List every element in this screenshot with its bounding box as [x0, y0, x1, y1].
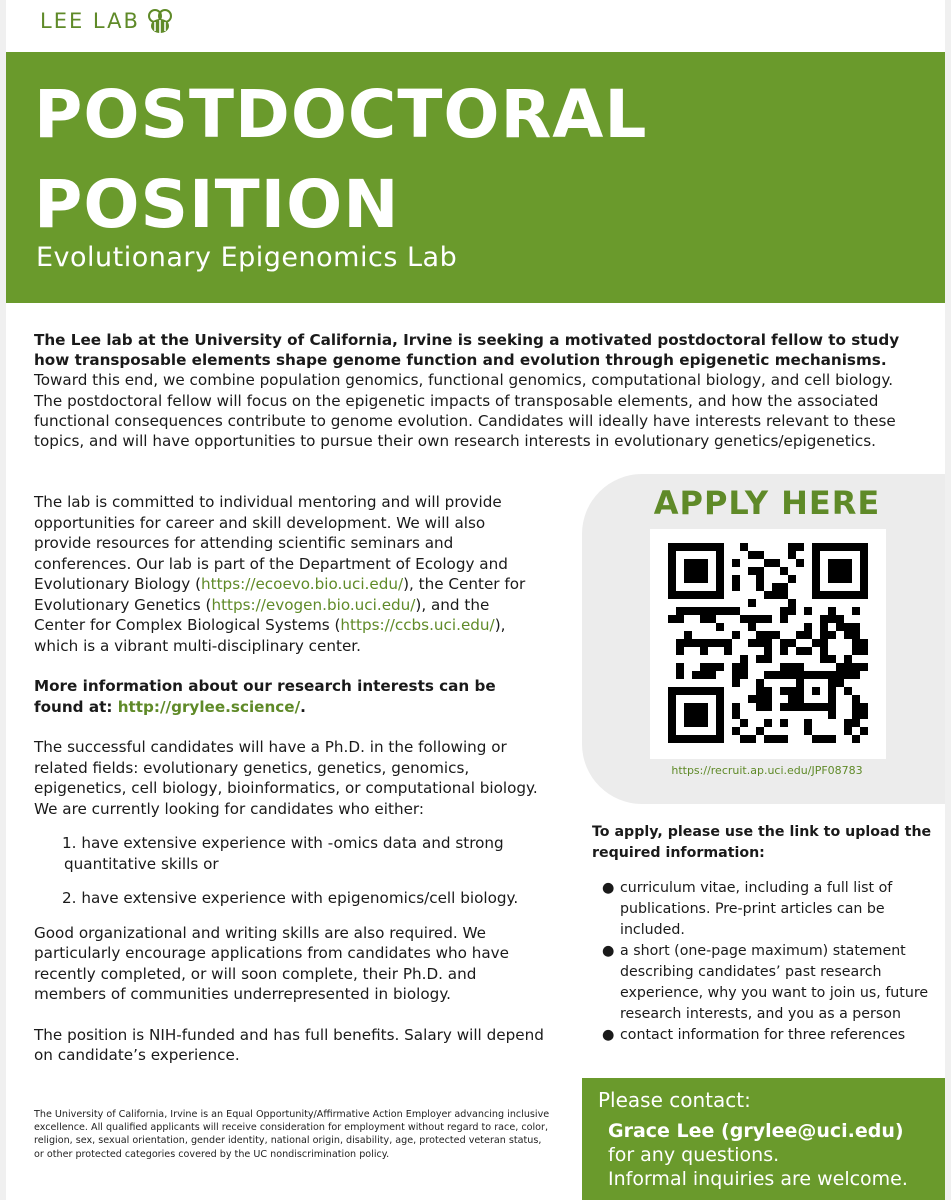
eeo-statement: The University of California, Irvine is an Equal Opportunity/Affirmative Action Employer advancing inclusive excellence. All qualified applicants will receive consideration for employment without regard to race, color, religion, sex, sexual orientation, gender identity, national origin, disability, age, protected veteran status, or other protected categories covered by the UC nondiscrimination policy. [34, 1109, 550, 1160]
apply-title: APPLY HERE [653, 484, 881, 522]
title-line-2: POSITION [34, 166, 400, 243]
qr-code[interactable] [650, 529, 886, 759]
evogen-link[interactable]: https://evogen.bio.uci.edu/ [211, 595, 416, 614]
mentoring-text-3: ), and the Center for Complex Biological Systems ( [34, 595, 490, 634]
contact-label: Please contact: [598, 1088, 751, 1112]
list-item [600, 941, 937, 1025]
apply-url[interactable]: https://recruit.ap.uci.edu/JPF08783 [671, 764, 863, 777]
page-title [34, 70, 647, 250]
criteria-item-1: 1. have extensive experience with -omics data and strong quantitative skills or [62, 834, 504, 873]
contact-line-2: for any questions. [608, 1144, 780, 1166]
title-banner [6, 52, 945, 303]
list-item [600, 878, 937, 941]
more-info-text: More information about our research interests can be found at: [34, 677, 496, 716]
bullet-icon: ● [602, 943, 615, 959]
intro-bold: The Lee lab at the University of California, Irvine is seeking a motivated postdoctoral fellow to study how transposable elements shape genome function and evolution through epigenetic mechanisms. [34, 331, 900, 370]
bullet-icon: ● [602, 880, 615, 896]
contact-name-email[interactable]: Grace Lee (grylee@uci.edu) [608, 1120, 904, 1142]
flyer-page [6, 0, 945, 1200]
mentoring-paragraph [34, 492, 544, 656]
instructions-column [592, 822, 937, 1046]
mentoring-text-4: ), which is a vibrant multi-disciplinary center. [34, 616, 506, 655]
requirements-paragraph: Good organizational and writing skills are also required. We particularly encourage applications from candidates who have recently completed, or will soon complete, their Ph.D. and members of communities underrepresented in biology. [34, 923, 509, 1003]
intro-rest: Toward this end, we combine population genomics, functional genomics, computational biology, and cell biology. The postdoctoral fellow will focus on the epigenetic impacts of transposable elements, and how the associated functional consequences contribute to genome evolution. Candidates will ideally have interests relevant to these topics, and will have opportunities to pursue their own research interests in evolutionary genetics/epigenetics. [34, 371, 896, 451]
qr-code-icon [668, 543, 868, 743]
apply-panel [582, 474, 945, 804]
candidate-criteria-list [64, 833, 544, 909]
more-info-end: . [300, 697, 306, 716]
grylee-link[interactable]: http://grylee.science/ [117, 697, 301, 716]
instruction-text: contact information for three references [620, 1027, 906, 1043]
mentoring-text-2: ), the Center for Evolutionary Genetics ( [34, 575, 526, 614]
lab-logo [40, 4, 176, 38]
instructions-heading: To apply, please use the link to upload the required information: [592, 824, 932, 861]
left-column [34, 492, 544, 1086]
funding-paragraph: The position is NIH-funded and has full benefits. Salary will depend on candidate’s experience. [34, 1025, 544, 1064]
instruction-text: a short (one-page maximum) statement describing candidates’ past research experience, why you want to join us, future research interests, and you as a person [620, 943, 929, 1022]
contact-line-3: Informal inquiries are welcome. [608, 1168, 908, 1190]
criteria-item-2: 2. have extensive experience with epigenomics/cell biology. [62, 889, 519, 907]
intro-paragraph [34, 330, 924, 451]
contact-panel [582, 1078, 945, 1200]
list-item [600, 1025, 937, 1046]
mentoring-text-1: The lab is committed to individual mentoring and will provide opportunities for career and skill development. We will also provide resources for attending scientific seminars and conferences. Our lab is part of the Department of Ecology and Evolutionary Biology ( [34, 493, 508, 593]
more-info-paragraph [34, 676, 544, 717]
instructions-list [600, 878, 937, 1046]
instruction-text: curriculum vitae, including a full list of publications. Pre-print articles can be included. [620, 880, 893, 938]
page-subtitle: Evolutionary Epigenomics Lab [36, 242, 458, 273]
logo-text: LEE LAB [40, 9, 140, 33]
bee-icon [144, 6, 176, 36]
candidates-paragraph: The successful candidates will have a Ph.D. in the following or related fields: evolutionary genetics, genetics, genomics, epigenetics, cell biology, bioinformatics, or computational biology. We are currently looking for candidates who either: [34, 738, 538, 818]
title-line-1: POSTDOCTORAL [34, 76, 648, 153]
ccbs-link[interactable]: https://ccbs.uci.edu/ [340, 616, 495, 634]
bullet-icon: ● [602, 1027, 615, 1043]
ecoevo-link[interactable]: https://ecoevo.bio.uci.edu/ [201, 575, 404, 593]
